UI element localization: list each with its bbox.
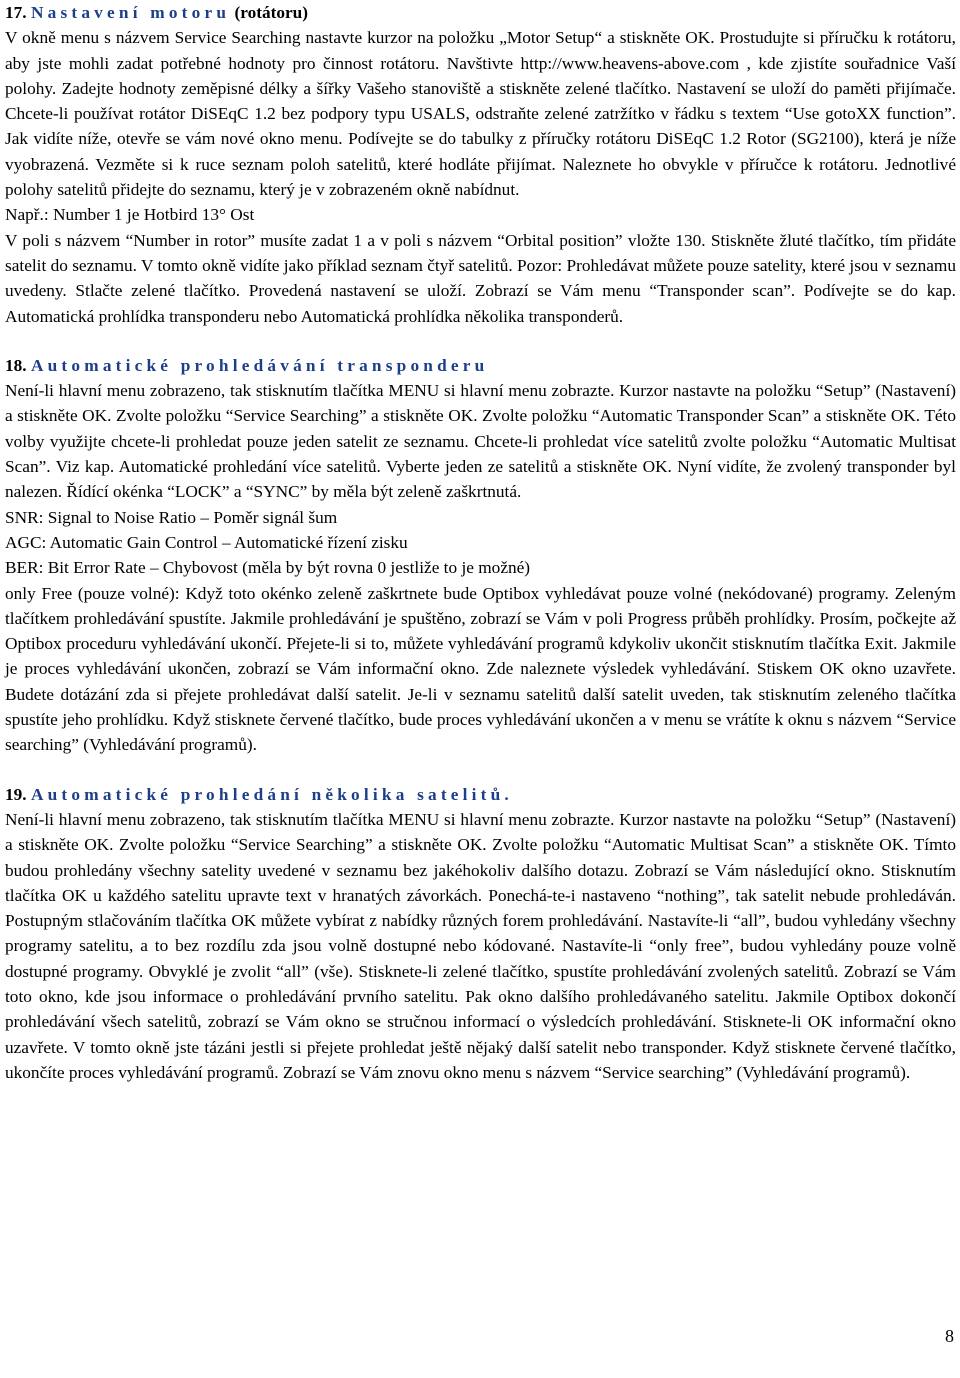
section-19 xyxy=(5,782,956,1086)
section-paragraph: Není-li hlavní menu zobrazeno, tak stisknutím tlačítka MENU si hlavní menu zobrazte. Kurzor nastavte na položku “Setup” (Nastavení) a stiskněte OK. Zvolte položku “Service Searching” a stiskněte OK. Zvolte položku “Automatic Transponder Scan” a stiskněte OK. Této volby využijte chcete-li prohledat pouze jeden satelit ze seznamu. Chcete-li prohledat více satelitů zvolte položku “Automatic Multisat Scan”. Viz kap. Automatické prohledání více satelitů. Vyberte jeden ze satelitů a stiskněte OK. Nyní vidíte, že zvolený transponder byl nalezen. Řídící okénka “LOCK” a “SYNC” by měla být zeleně zaškrtnutá. xyxy=(5,381,956,502)
section-number: 19. xyxy=(5,784,27,804)
section-paragraph: V poli s názvem “Number in rotor” musíte zadat 1 a v poli s názvem “Orbital position” vložte 130. Stiskněte žluté tlačítko, tím přidáte satelit do seznamu. V tomto okně vidíte jako příklad seznam čtyř satelitů. Pozor: Prohledávat můžete pouze satelity, které jsou v seznamu uvedeny. Stlačte zelené tlačítko. Provedená nastavení se uloží. Zobrazí se Vám menu “Transponder scan”. Podívejte se do kap. Automatická prohlídka transponderu nebo Automatická prohlídka několika transponderů. xyxy=(5,230,956,326)
page-content xyxy=(5,0,956,1085)
section-title: Nastavení motoru xyxy=(30,3,231,22)
page-number: 8 xyxy=(945,1326,954,1346)
section-heading xyxy=(5,353,956,378)
definition-ber: BER: Bit Error Rate – Chybovost (měla by být rovna 0 jestliže to je možné) xyxy=(5,558,531,578)
section-heading xyxy=(5,782,956,807)
definition-agc: AGC: Automatic Gain Control – Automatické řízení zisku xyxy=(5,532,408,552)
section-title-suffix: (rotátoru) xyxy=(230,3,309,22)
section-paragraph: V okně menu s názvem Service Searching nastavte kurzor na položku „Motor Setup“ a stiskněte OK. Prostudujte si příručku k rotátoru, aby jste mohli zadat potřebné hodnoty pro činnost rotátoru. Navštivte http://www.heavens-above.com , kde zjistíte souřadnice Vaší polohy. Zadejte hodnoty zeměpisné délky a šířky Vašeho stanoviště a stiskněte zelené tlačítko. Nastavení se uloží do paměti přijímače. Chcete-li používat rotátor DiSEqC 1.2 bez podpory typu USALS, odstraňte zelené zatržítko v řádku s textem “Use gotoXX function”. Jak vidíte níže, otevře se vám nové okno menu. Podívejte se do tabulky z příručky rotátoru DiSEqC 1.2 Rotor (SG2100), která je níže vyobrazená. Vezměte si k ruce seznam poloh satelitů, které hodláte přijímat. Naleznete ho obvykle v příručce k rotátoru. Jednotlivé polohy satelitů přidejte do seznamu, který je v zobrazeném okně nabídnut. xyxy=(5,28,956,200)
section-paragraph: only Free (pouze volné): Když toto okénko zeleně zaškrtnete bude Optibox vyhledávat pouze volné (nekódované) programy. Zeleným tlačítkem prohledávání spustíte. Jakmile prohledávání je spuštěno, zobrazí se Vám v poli Progress průběh prohlídky. Prosím, počkejte až Optibox proceduru vyhledávání ukončí. Přejete-li si to, můžete vyhledávání programů kdykoliv ukončit stisknutím tlačítka Exit. Jakmile je proces vyhledávání ukončen, zobrazí se Vám informační okno. Zde naleznete výsledek vyhledávání. Stiskem OK okno uzavřete. Budete dotázání zda si přejete prohledávat další satelit. Je-li v seznamu satelitů další satelit uveden, tak stisknutím zeleného tlačítka spustíte jeho prohlídku. Když stisknete červené tlačítko, bude proces vyhledávání ukončen a v menu se vrátíte k oknu s názvem “Service searching” (Vyhledávání programů). xyxy=(5,583,956,755)
definition-snr: SNR: Signal to Noise Ratio – Poměr signál šum xyxy=(5,507,338,527)
section-18 xyxy=(5,353,956,758)
section-17 xyxy=(5,0,956,329)
section-heading xyxy=(5,0,956,25)
section-number: 17. xyxy=(5,3,27,22)
section-paragraph: Např.: Number 1 je Hotbird 13° Ost xyxy=(5,205,255,225)
section-title: Automatické prohledání několika satelitů. xyxy=(30,784,513,804)
section-paragraph: Není-li hlavní menu zobrazeno, tak stisknutím tlačítka MENU si hlavní menu zobrazte. Kurzor nastavte na položku “Setup” (Nastavení) a stiskněte OK. Zvolte položku “Service Searching” a stiskněte OK. Zvolte položku “Automatic Multisat Scan” a stiskněte OK. Tímto budou prohledány všechny satelity uvedené v seznamu bez jakéhokoliv dalšího dotazu. Zobrazí se Vám následující okno. Stisknutím tlačítka OK u každého satelitu upravte text v hranatých závorkách. Ponechá-te-i nastaveno “nothing”, tak satelit nebude prohledáván. Postupným stlačováním tlačítka OK můžete vybírat z nabídky různých forem prohledávání. Nastavíte-li “all”, budou vyhledány všechny programy satelitu, a to bez rozdílu zda jsou volně dostupné nebo kódované. Nastavíte-li “only free”, budou vyhledány pouze volně dostupné programy. Obvyklé je zvolit “all” (vše). Stisknete-li zelené tlačítko, spustíte prohledávání zvolených satelitů. Zobrazí se Vám toto okno, kde jsou informace o prohledávání prvního satelitu. Pak okno dalšího prohledávaného satelitu. Jakmile Optibox dokončí prohledávání všech satelitů, zobrazí se Vám okno se stručnou informací o výsledcích prohledávání. Stisknete-li OK informační okno uzavřete. V tomto okně jste tázáni jestli si přejete prohledat ještě nějaký další satelit nebo transponder. Když stisknete červené tlačítko, ukončíte proces vyhledávání programů. Zobrazí se Vám znovu okno menu s názvem “Service searching” (Vyhledávání programů). xyxy=(5,809,956,1082)
section-title: Automatické prohledávání transponderu xyxy=(30,355,489,375)
section-number: 18. xyxy=(5,355,27,375)
